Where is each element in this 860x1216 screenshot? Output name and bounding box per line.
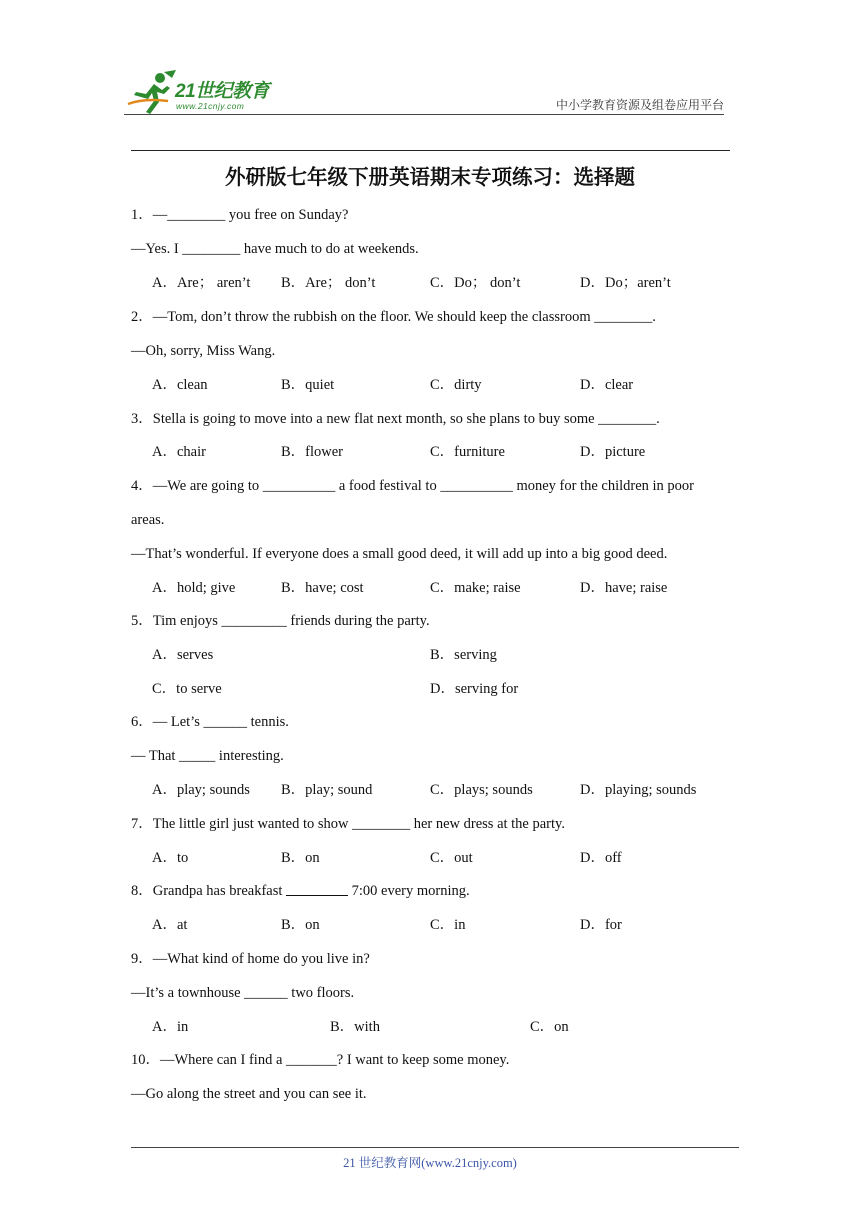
q5-option-d[interactable]: D．serving for — [430, 681, 519, 697]
footer-text[interactable]: 21 世纪教育网(www.21cnjy.com) — [343, 1156, 517, 1170]
question-2-stem: 2．—Tom, don’t throw the rubbish on the floor. We should keep the classroom ________. — [131, 309, 656, 325]
q2-option-c[interactable]: C．dirty — [430, 377, 482, 393]
q2-option-a[interactable]: A．clean — [152, 377, 208, 393]
q4-option-a[interactable]: A．hold; give — [152, 580, 236, 596]
q2-option-d[interactable]: D．clear — [580, 377, 634, 393]
question-4-stem-cont: areas. — [131, 512, 165, 528]
q6-option-a[interactable]: A．play; sounds — [152, 782, 250, 798]
q5-option-a[interactable]: A．serves — [152, 647, 214, 663]
q7-option-b[interactable]: B．on — [281, 850, 320, 866]
q3-option-b[interactable]: B．flower — [281, 444, 344, 460]
q4-option-b[interactable]: B．have; cost — [281, 580, 364, 596]
question-1-stem: 1．—________ you free on Sunday? — [131, 207, 349, 223]
question-4-stem: 4．—We are going to __________ a food festival to __________ money for the children in poor — [131, 478, 695, 494]
question-6-stem: 6．— Let’s ______ tennis. — [131, 714, 289, 730]
q9-option-c[interactable]: C．on — [530, 1019, 569, 1035]
q8-option-d[interactable]: D．for — [580, 917, 622, 933]
q1-option-d[interactable]: D．Do；aren’t — [580, 275, 671, 291]
question-2-reply: —Oh, sorry, Miss Wang. — [131, 343, 276, 359]
question-1-reply: —Yes. I ________ have much to do at weekends. — [131, 241, 419, 257]
question-10-stem: 10．—Where can I find a _______? I want to keep some money. — [131, 1052, 510, 1068]
q5-option-c[interactable]: C．to serve — [152, 681, 222, 697]
q4-option-c[interactable]: C．make; raise — [430, 580, 521, 596]
q6-option-b[interactable]: B．play; sound — [281, 782, 373, 798]
q6-option-c[interactable]: C．plays; sounds — [430, 782, 533, 798]
question-10-reply: —Go along the street and you can see it. — [131, 1086, 367, 1102]
logo-text: 21世纪教育 — [175, 81, 270, 102]
q5-option-b[interactable]: B．serving — [430, 647, 497, 663]
question-5-stem: 5．Tim enjoys _________ friends during the party. — [131, 613, 430, 629]
q7-option-c[interactable]: C．out — [430, 850, 473, 866]
q9-option-b[interactable]: B．with — [330, 1019, 380, 1035]
question-4-reply: —That’s wonderful. If everyone does a small good deed, it will add up into a big good deed. — [131, 546, 668, 562]
title-top-rule — [131, 150, 730, 151]
question-9-stem: 9．—What kind of home do you live in? — [131, 951, 370, 967]
page-title: 外研版七年级下册英语期末专项练习：选择题 — [225, 165, 635, 189]
header-platform-text: 中小学教育资源及组卷应用平台 — [555, 98, 724, 112]
q9-option-a[interactable]: A．in — [152, 1019, 189, 1035]
question-3-stem: 3．Stella is going to move into a new flat next month, so she plans to buy some ________. — [131, 411, 660, 427]
q3-option-a[interactable]: A．chair — [152, 444, 206, 460]
q8-option-a[interactable]: A．at — [152, 917, 188, 933]
question-9-reply: —It’s a townhouse ______ two floors. — [131, 985, 355, 1001]
q3-option-d[interactable]: D．picture — [580, 444, 646, 460]
q1-option-b[interactable]: B．Are； don’t — [281, 275, 376, 291]
q2-option-b[interactable]: B．quiet — [281, 377, 335, 393]
footer-rule — [131, 1147, 739, 1148]
header-rule — [124, 114, 724, 115]
question-6-reply: — That _____ interesting. — [131, 748, 284, 764]
q6-option-d[interactable]: D．playing; sounds — [580, 782, 697, 798]
q7-option-d[interactable]: D．off — [580, 850, 622, 866]
q8-blank — [286, 881, 348, 896]
q8-option-c[interactable]: C．in — [430, 917, 466, 933]
logo-url: www.21cnjy.com — [176, 101, 245, 111]
q7-option-a[interactable]: A．to — [152, 850, 189, 866]
q3-option-c[interactable]: C．furniture — [430, 444, 505, 460]
question-7-stem: 7．The little girl just wanted to show ________ her new dress at the party. — [131, 816, 565, 832]
question-8-stem — [131, 881, 470, 901]
q1-option-a[interactable]: A．Are； aren’t — [152, 275, 251, 291]
q1-option-c[interactable]: C．Do； don’t — [430, 275, 521, 291]
q4-option-d[interactable]: D．have; raise — [580, 580, 668, 596]
q8-stem-post: 7:00 every morning. — [348, 883, 470, 899]
q8-option-b[interactable]: B．on — [281, 917, 320, 933]
q8-stem-pre: 8．Grandpa has breakfast — [131, 883, 287, 899]
